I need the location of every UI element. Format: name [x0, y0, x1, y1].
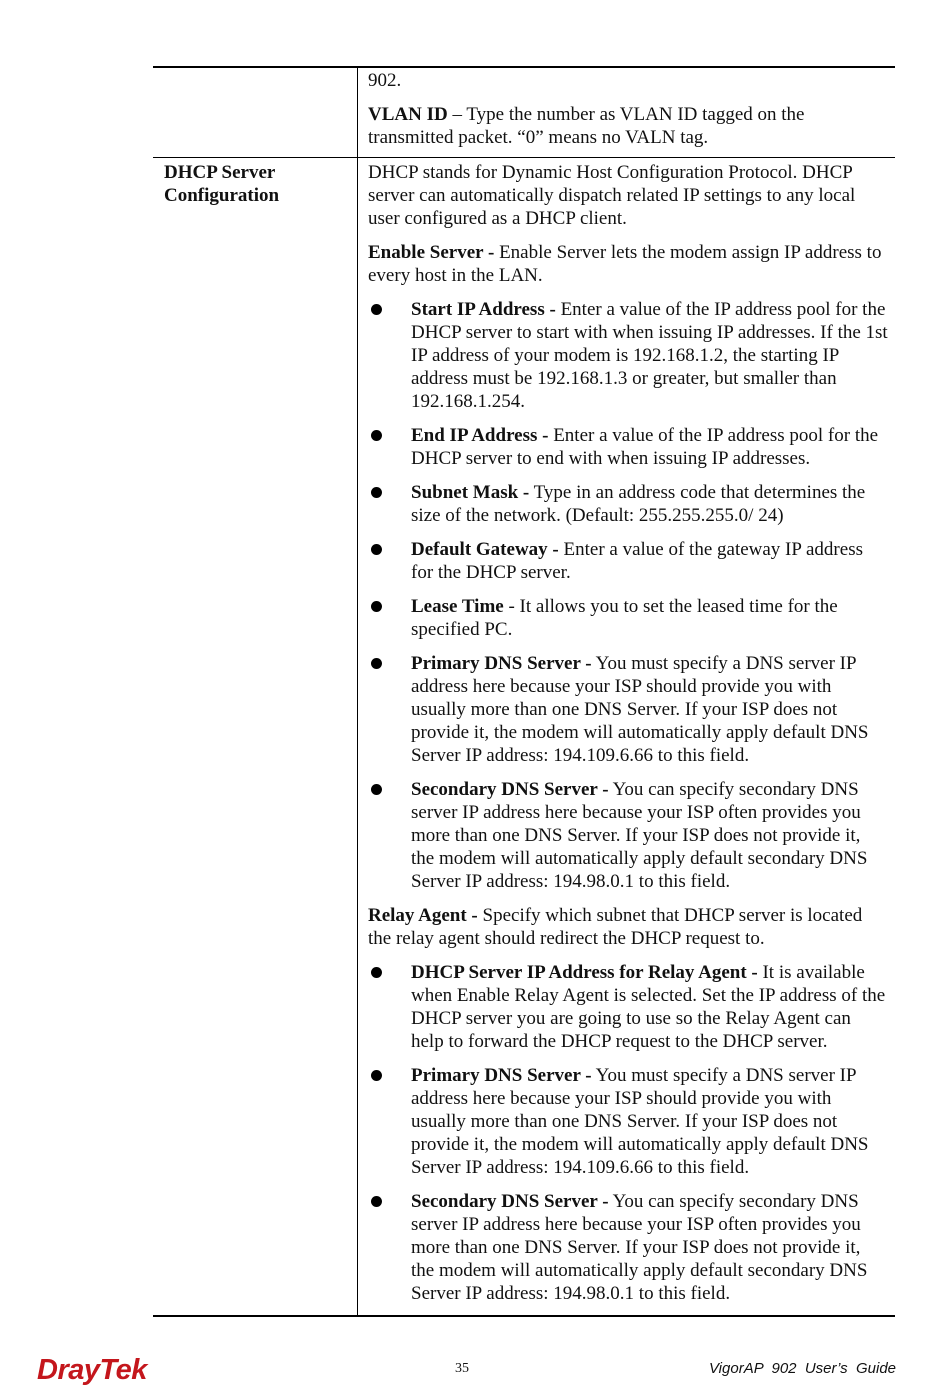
bullet-icon: [371, 658, 382, 669]
bullet-icon: [371, 304, 382, 315]
item-term: Secondary DNS Server -: [411, 779, 609, 800]
enable-server-paragraph: [368, 241, 888, 287]
relay-agent-text: Specify which subnet that DHCP server is located the relay agent should redirect the DHCP request to.: [368, 905, 863, 949]
item-text: Enter a value of the gateway IP address for the DHCP server.: [411, 539, 863, 583]
table-top-rule: [153, 66, 895, 68]
dhcp-label-line2: Configuration: [164, 185, 280, 206]
dhcp-description-cell: [368, 161, 888, 1316]
draytek-logo: DrayTek: [37, 1354, 147, 1386]
item-term: DHCP Server IP Address for Relay Agent -: [411, 962, 758, 983]
item-text: It is available when Enable Relay Agent is selected. Set the IP address of the DHCP server you are going to use so the Relay Agent can help to forward the DHCP request to the DHCP server.: [411, 962, 886, 1052]
dhcp-label-line1: DHCP Server: [164, 162, 276, 183]
continued-text: 902.: [368, 70, 402, 91]
server-settings-list: [368, 298, 888, 893]
item-text: Type in an address code that determines the size of the network. (Default: 255.255.255.0/ 24): [411, 482, 866, 526]
bullet-icon: [371, 967, 382, 978]
item-text: You must specify a DNS server IP address here because your ISP should provide you with usually more than one DNS Server. If your ISP does not provide it, the modem will automatically apply default DNS Server IP address: 194.109.6.66 to this field.: [411, 653, 869, 766]
dhcp-intro: DHCP stands for Dynamic Host Configuration Protocol. DHCP server can automatically dispatch related IP settings to any local user configured as a DHCP client.: [368, 162, 856, 229]
list-item: [368, 595, 888, 641]
bullet-icon: [371, 544, 382, 555]
item-term: Primary DNS Server -: [411, 1065, 592, 1086]
item-text: You can specify secondary DNS server IP address here because your ISP often provides you more than one DNS Server. If your ISP does not provide it, the modem will automatically apply default secondary DNS Server IP address: 194.98.0.1 to this field.: [411, 1191, 868, 1304]
column-divider: [357, 66, 358, 1316]
item-term: Secondary DNS Server -: [411, 1191, 609, 1212]
item-text: - It allows you to set the leased time for the specified PC.: [411, 596, 838, 640]
item-term: Primary DNS Server -: [411, 653, 592, 674]
relay-agent-paragraph: [368, 904, 888, 950]
vlan-id-paragraph: [368, 103, 888, 149]
list-item: [368, 652, 888, 767]
list-item: [368, 1064, 888, 1179]
item-text: You can specify secondary DNS server IP address here because your ISP often provides you more than one DNS Server. If your ISP does not provide it, the modem will automatically apply default secondary DNS Server IP address: 194.98.0.1 to this field.: [411, 779, 868, 892]
bullet-icon: [371, 784, 382, 795]
item-text: Enter a value of the IP address pool for the DHCP server to end with when issuing IP addresses.: [411, 425, 879, 469]
item-term: End IP Address -: [411, 425, 549, 446]
item-term: Default Gateway -: [411, 539, 559, 560]
relay-agent-term: Relay Agent -: [368, 905, 478, 926]
list-item: [368, 778, 888, 893]
enable-server-term: Enable Server -: [368, 242, 495, 263]
bullet-icon: [371, 430, 382, 441]
bullet-icon: [371, 1070, 382, 1081]
guide-title: VigorAP 902 User’s Guide: [708, 1360, 896, 1377]
vlan-id-term: VLAN ID: [368, 104, 448, 125]
bullet-icon: [371, 487, 382, 498]
item-text: Enter a value of the IP address pool for the DHCP server to start with when issuing IP addresses. If the 1st IP address of your modem is 192.168.1.2, the starting IP address must be 192.168.1.3 or greater, but smaller than 192.168.1.254.: [411, 299, 888, 412]
bullet-icon: [371, 1196, 382, 1207]
list-item: [368, 424, 888, 470]
item-term: Start IP Address -: [411, 299, 556, 320]
item-term: Lease Time: [411, 596, 504, 617]
list-item: [368, 961, 888, 1053]
list-item: [368, 298, 888, 413]
item-term: Subnet Mask -: [411, 482, 530, 503]
list-item: [368, 1190, 888, 1305]
vlan-id-text: – Type the number as VLAN ID tagged on the transmitted packet. “0” means no VALN tag.: [368, 104, 805, 148]
list-item: [368, 538, 888, 584]
table-bottom-rule: [153, 1315, 895, 1317]
page-number: 35: [455, 1361, 469, 1376]
row-separator: [153, 157, 895, 158]
enable-server-text: Enable Server lets the modem assign IP address to every host in the LAN.: [368, 242, 882, 286]
bullet-icon: [371, 601, 382, 612]
vlan-description-cell: [368, 69, 888, 160]
dhcp-label-cell: [164, 161, 349, 207]
item-text: You must specify a DNS server IP address here because your ISP should provide you with usually more than one DNS Server. If your ISP does not provide it, the modem will automatically apply default DNS Server IP address: 194.109.6.66 to this field.: [411, 1065, 869, 1178]
list-item: [368, 481, 888, 527]
relay-settings-list: [368, 961, 888, 1305]
